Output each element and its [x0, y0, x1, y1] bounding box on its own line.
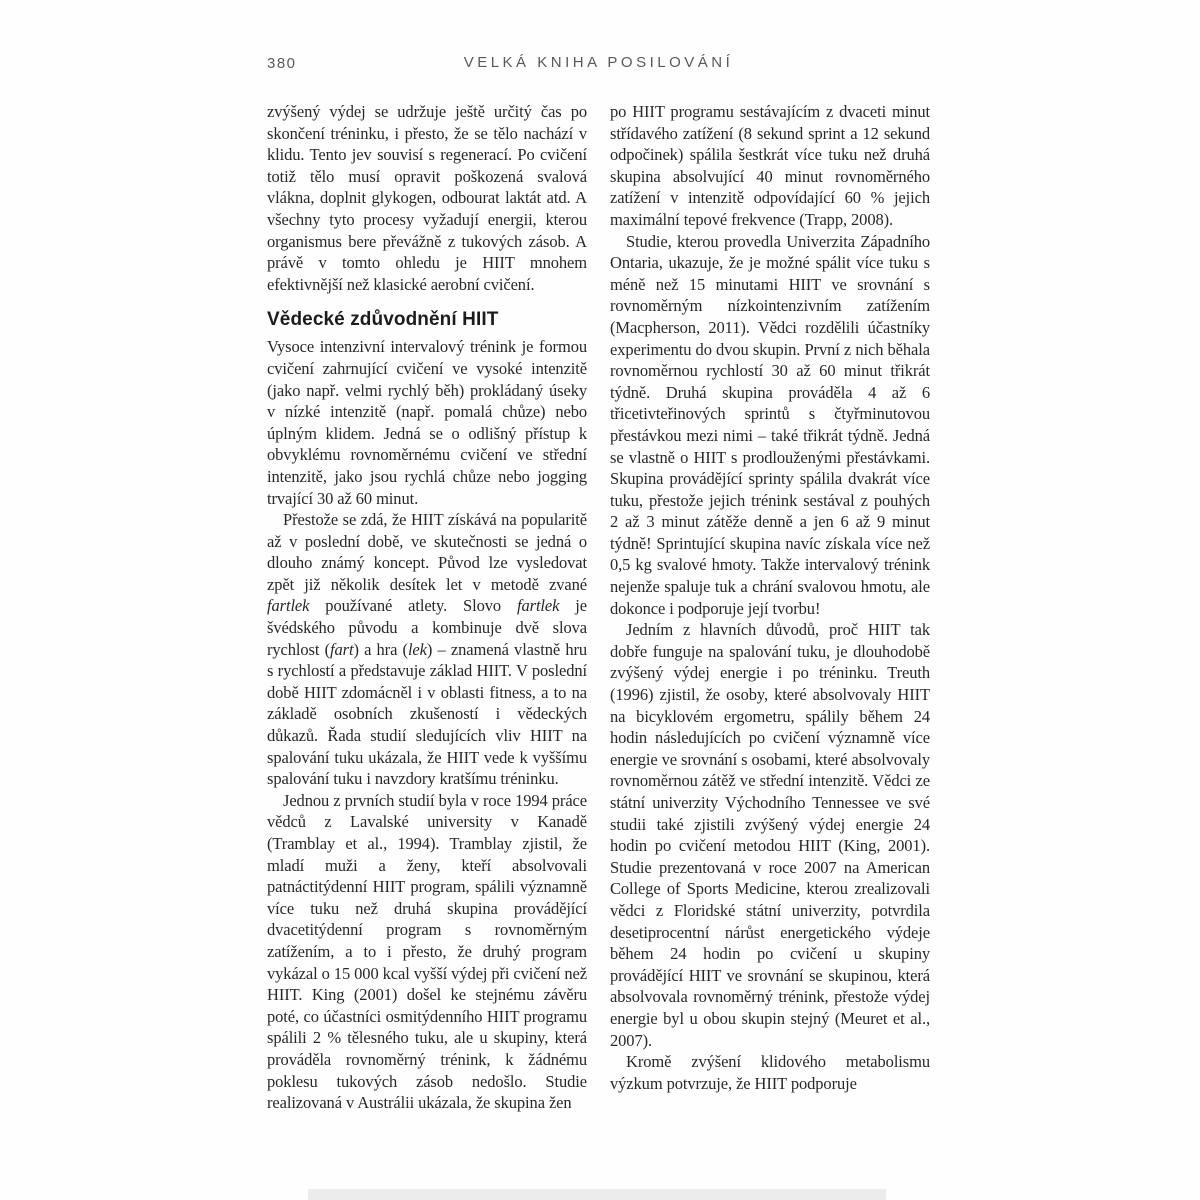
section-heading: Vědecké zdůvodnění HIIT [267, 309, 499, 331]
text-columns [267, 101, 930, 1173]
paragraph: Kromě zvýšení klidového metabolismu výzkum potvrzuje, že HIIT podporuje [610, 1052, 930, 1093]
page-header [267, 54, 930, 76]
paragraph: Jednou z prvních studií byla v roce 1994 práce vědců z Lavalské university v Kanadě (Tramblay et al., 1994). Tramblay zjistil, že mladí muži a ženy, kteří absolvovali patnáctitýdenní HIIT program, spálili významně více tuku než druhá skupina provádějící dvacetitýdenní program s rovnoměrným zatížením, a to i přesto, že druhý program vykázal o 15 000 kcal vyšší výdej při cvičení než HIIT. King (2001) došel ke stejnému závěru poté, co účastníci osmitýdenního HIIT programu spálili 2 % tělesného tuku, ale u skupiny, která prováděla rovnoměrný trénink, k žádnému poklesu tukových zásob nedošlo. Studie realizovaná v Austrálii ukázala, že skupina žen [267, 790, 587, 1113]
paragraph-continuation: po HIIT programu sestávajícím z dvaceti minut střídavého zatížení (8 sekund sprint a 12 sekund odpočinek) spálila šestkrát více tuku než druhá skupina absolvující 40 minut rovnoměrného zatížení v intenzitě odpovídající 60 % jejich maximální tepové frekvence (Trapp, 2008). [610, 102, 930, 229]
right-column [610, 101, 930, 1173]
paragraph: Studie, kterou provedla Univerzita Západního Ontaria, ukazuje, že je možné spálit více tuku s méně než 15 minutami HIIT ve srovnání s rovnoměrným nízkointenzivním zatížením (Macpherson, 2011). Vědci rozdělili účastníky experimentu do dvou skupin. První z nich běhala rovnoměrnou rychlostí 30 až 60 minut třikrát týdně. Druhá skupina prováděla 4 až 6 třicetivteřinových sprintů s čtyřminutovou přestávkou mezi nimi – také třikrát týdně. Jedná se vlastně o HIIT s prodlouženými přestávkami. Skupina provádějící sprinty spálila dvakrát více tuku, přestože jejich trénink sestával z pouhých 2 až 3 minut zátěže denně a jen 6 až 9 minut týdně! Sprintující skupina navíc získala více než 0,5 kg svalové hmoty. Takže intervalový trénink nejenže spaluje tuk a chrání svalovou hmotu, ale dokonce i podporuje její tvorbu! [610, 231, 930, 618]
paragraph: Jedním z hlavních důvodů, proč HIIT tak dobře funguje na spalování tuku, je dlouhodobě zvýšený výdej energie i po tréninku. Treuth (1996) zjistil, že osoby, které absolvovaly HIIT na bicyklovém ergometru, spálily během 24 hodin následujících po cvičení významně více energie ve srovnání s osobami, které absolvovaly rovnoměrnou zátěž ve střední intenzitě. Vědci ze státní univerzity Východního Tennessee ve své studii také zjistili zvýšený výdej energie 24 hodin po cvičení metodou HIIT (King, 2001). Studie prezentovaná v roce 2007 na American College of Sports Medicine, kterou zrealizovali vědci z Floridské státní univerzity, potvrdila desetiprocentní nárůst energetického výdeje během 24 hodin po cvičení u skupiny provádějící HIIT ve srovnání se skupinou, která absolvovala rovnoměrný trénink, přestože výdej energie byl u obou skupin stejný (Meuret et al., 2007). [610, 620, 930, 1050]
page-bottom-crop-artifact [308, 1189, 886, 1200]
paragraph: Vysoce intenzivní intervalový trénink je formou cvičení zahrnující cvičení ve vysoké intenzitě (jako např. velmi rychlý běh) prokládaný úseky v nízké intenzitě (např. pomalá chůze) nebo úplným klidem. Jedná se o odlišný přístup k obvyklému rovnoměrnému cvičení ve střední intenzitě, jako jsou rychlá chůze nebo jogging trvající 30 až 60 minut. [267, 337, 587, 508]
paragraph-continuation: zvýšený výdej se udržuje ještě určitý čas po skončení tréninku, i přesto, že se tělo nachází v klidu. Tento jev souvisí s regenerací. Po cvičení totiž tělo musí opravit poškozená svalová vlákna, doplnit glykogen, odbourat laktát atd. A všechny tyto procesy vyžadují energii, kterou organismus bere převážně z tukových zásob. A právě v tomto ohledu je HIIT mnohem efektivnější než klasické aerobní cvičení. [267, 102, 587, 294]
page-number: 380 [267, 55, 297, 72]
left-column [267, 101, 587, 1173]
paragraph: Přestože se zdá, že HIIT získává na popularitě až v poslední době, ve skutečnosti se jedná o dlouho známý koncept. Původ lze vysledovat zpět již několik desítek let v metodě zvané fartlek používané atlety. Slovo fartlek je švédského původu a kombinuje dvě slova rychlost (fart) a hra (lek) – znamená vlastně hru s rychlostí a představuje základ HIIT. V poslední době HIIT zdomácněl i v oblasti fitness, a to na základě osobních zkušeností i vědeckých důkazů. Řada studií sledujících vliv HIIT na spalování tuku ukázala, že HIIT vede k vyššímu spalování tuku i navzdory kratšímu tréninku. [267, 510, 587, 789]
running-head-title: VELKÁ KNIHA POSILOVÁNÍ [463, 54, 734, 71]
